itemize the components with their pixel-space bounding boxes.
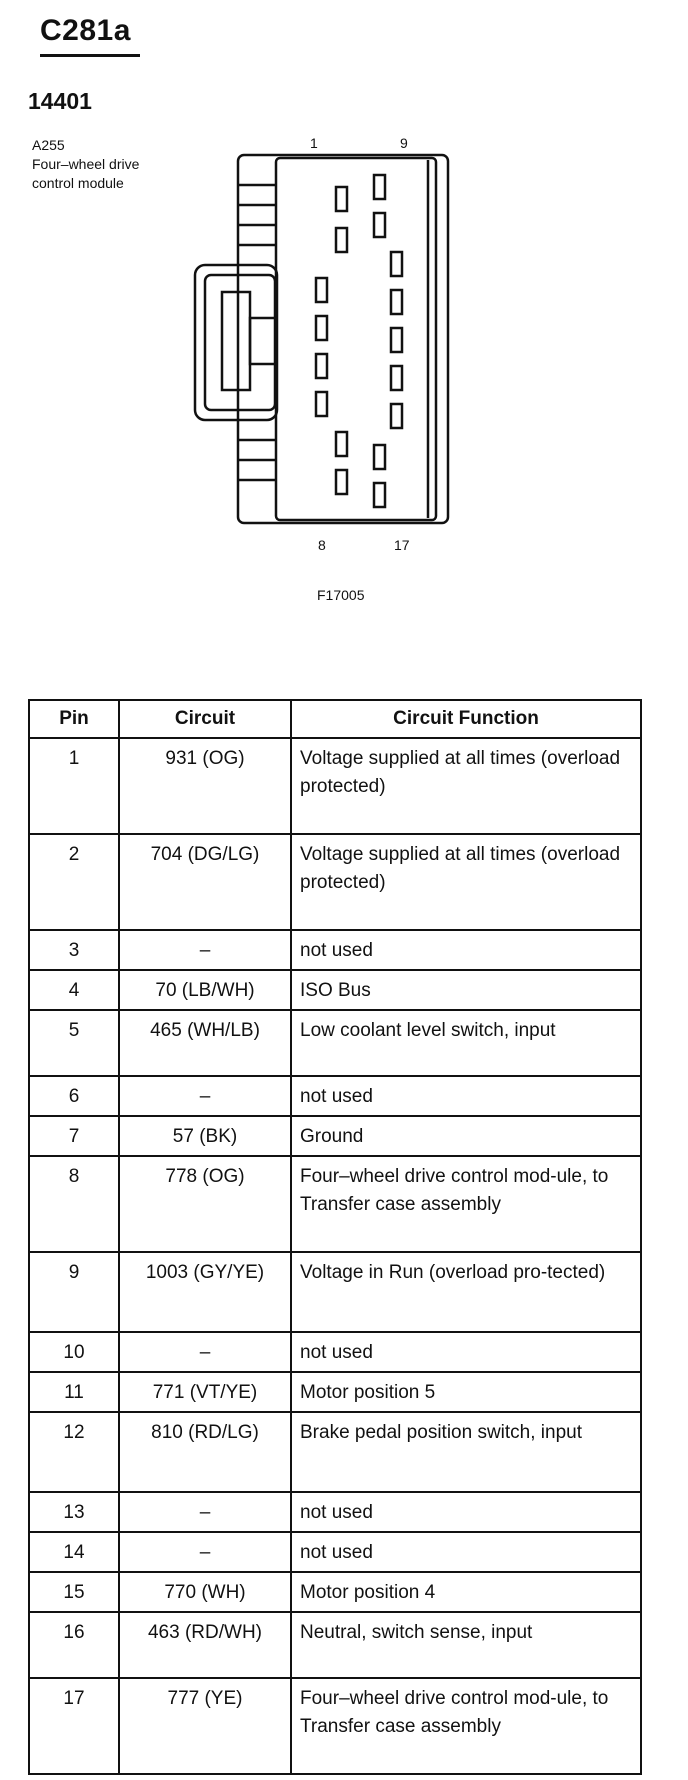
pin-label-top-left: 1 <box>310 135 318 151</box>
function-cell: not used <box>291 930 641 970</box>
terminal-cavity <box>391 404 402 428</box>
description-line: control module <box>32 175 124 191</box>
function-cell: Ground <box>291 1116 641 1156</box>
pin-cell: 10 <box>29 1332 119 1372</box>
terminal-cavity <box>391 252 402 276</box>
connector-inner-face <box>276 158 436 520</box>
pin-cell: 7 <box>29 1116 119 1156</box>
figure-reference: F17005 <box>317 587 365 603</box>
pin-cell: 14 <box>29 1532 119 1572</box>
function-cell: Four–wheel drive control mod-ule, to Transfer case assembly <box>291 1156 641 1252</box>
table-row <box>29 1332 641 1372</box>
terminal-cavity <box>374 445 385 469</box>
function-cell: not used <box>291 1076 641 1116</box>
table-row <box>29 1572 641 1612</box>
header-pin: Pin <box>29 700 119 738</box>
pin-cell: 6 <box>29 1076 119 1116</box>
connector-latch-outer <box>195 265 277 420</box>
circuit-cell: 931 (OG) <box>119 738 291 834</box>
terminal-cavity <box>336 228 347 252</box>
pin-cell: 11 <box>29 1372 119 1412</box>
circuit-cell: 777 (YE) <box>119 1678 291 1774</box>
pin-cell: 2 <box>29 834 119 930</box>
function-cell: Voltage in Run (overload pro-tected) <box>291 1252 641 1332</box>
terminal-cavity <box>391 366 402 390</box>
terminal-cavity <box>374 483 385 507</box>
table-row <box>29 1612 641 1678</box>
function-cell: Motor position 4 <box>291 1572 641 1612</box>
circuit-cell: 704 (DG/LG) <box>119 834 291 930</box>
description-line: A255 <box>32 137 65 153</box>
connector-latch-lock <box>250 318 276 364</box>
terminal-cavity <box>336 432 347 456</box>
part-number: 14401 <box>28 88 92 114</box>
table-row <box>29 1156 641 1252</box>
table-header-row <box>29 700 641 738</box>
circuit-cell: 778 (OG) <box>119 1156 291 1252</box>
circuit-cell: 463 (RD/WH) <box>119 1612 291 1678</box>
pin-cell: 5 <box>29 1010 119 1076</box>
terminal-cavity <box>374 213 385 237</box>
pin-cell: 8 <box>29 1156 119 1252</box>
terminal-cavity <box>316 278 327 302</box>
circuit-cell: – <box>119 1492 291 1532</box>
connector-diagram <box>0 0 688 600</box>
terminal-cavity <box>316 354 327 378</box>
table-row <box>29 1252 641 1332</box>
table-row <box>29 738 641 834</box>
pin-label-bottom-left: 8 <box>318 537 326 553</box>
table-row <box>29 1010 641 1076</box>
function-cell: not used <box>291 1332 641 1372</box>
pin-label-top-right: 9 <box>400 135 408 151</box>
table-row <box>29 834 641 930</box>
table-row <box>29 1412 641 1492</box>
terminal-cavity <box>391 328 402 352</box>
header-circuit: Circuit <box>119 700 291 738</box>
function-cell: Four–wheel drive control mod-ule, to Transfer case assembly <box>291 1678 641 1774</box>
function-cell: not used <box>291 1532 641 1572</box>
description-line: Four–wheel drive <box>32 156 140 172</box>
header-circuit-function: Circuit Function <box>291 700 641 738</box>
function-cell: Motor position 5 <box>291 1372 641 1412</box>
table-row <box>29 1116 641 1156</box>
table-row <box>29 1492 641 1532</box>
function-cell: Neutral, switch sense, input <box>291 1612 641 1678</box>
connector-latch-tab <box>222 292 250 390</box>
table-row <box>29 1532 641 1572</box>
function-cell: Voltage supplied at all times (overload protected) <box>291 834 641 930</box>
table-row <box>29 1076 641 1116</box>
circuit-cell: 465 (WH/LB) <box>119 1010 291 1076</box>
table-row <box>29 1372 641 1412</box>
circuit-cell: 810 (RD/LG) <box>119 1412 291 1492</box>
table-row <box>29 970 641 1010</box>
circuit-cell: 770 (WH) <box>119 1572 291 1612</box>
terminal-cavity <box>391 290 402 314</box>
function-cell: ISO Bus <box>291 970 641 1010</box>
function-cell: Low coolant level switch, input <box>291 1010 641 1076</box>
function-cell: Voltage supplied at all times (overload protected) <box>291 738 641 834</box>
pin-cell: 15 <box>29 1572 119 1612</box>
terminal-cavity <box>336 470 347 494</box>
pin-table <box>28 699 642 1775</box>
pin-cell: 16 <box>29 1612 119 1678</box>
pin-cell: 9 <box>29 1252 119 1332</box>
circuit-cell: 771 (VT/YE) <box>119 1372 291 1412</box>
connector-id: C281a <box>40 14 131 47</box>
pin-cell: 4 <box>29 970 119 1010</box>
circuit-cell: 70 (LB/WH) <box>119 970 291 1010</box>
terminal-cavity <box>316 316 327 340</box>
pin-cell: 12 <box>29 1412 119 1492</box>
function-cell: Brake pedal position switch, input <box>291 1412 641 1492</box>
pin-cell: 1 <box>29 738 119 834</box>
circuit-cell: – <box>119 930 291 970</box>
pin-cell: 13 <box>29 1492 119 1532</box>
pin-cell: 17 <box>29 1678 119 1774</box>
circuit-cell: 57 (BK) <box>119 1116 291 1156</box>
circuit-cell: – <box>119 1332 291 1372</box>
circuit-cell: 1003 (GY/YE) <box>119 1252 291 1332</box>
pin-cell: 3 <box>29 930 119 970</box>
function-cell: not used <box>291 1492 641 1532</box>
circuit-cell: – <box>119 1532 291 1572</box>
table-row <box>29 930 641 970</box>
pin-label-bottom-right: 17 <box>394 537 410 553</box>
table-row <box>29 1678 641 1774</box>
terminal-cavity <box>316 392 327 416</box>
terminal-cavity <box>336 187 347 211</box>
circuit-cell: – <box>119 1076 291 1116</box>
terminal-cavity <box>374 175 385 199</box>
